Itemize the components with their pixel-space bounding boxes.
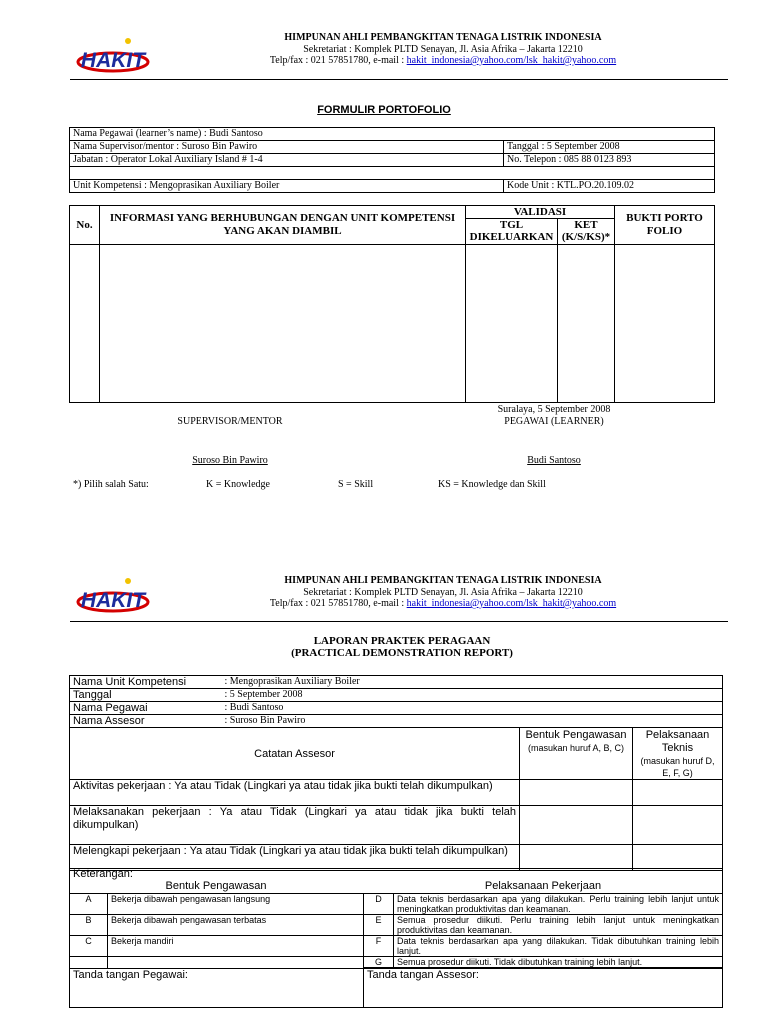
legend-text: Bekerja dibawah pengawasan langsung [108,894,364,915]
bentuk-input[interactable] [520,780,633,806]
pelaksanaan-title: Pelaksanaan Teknis [645,729,710,754]
bentuk-sub: (masukan huruf A, B, C) [527,743,625,753]
detail-value: : 5 September 2008 [222,689,723,702]
empty-cell[interactable] [70,245,100,403]
spacer-row [70,167,715,180]
legend-text: Semua prosedur diikuti. Tidak dibutuhkan training lebih lanjut. [394,957,723,968]
ttd-assesor[interactable]: Tanda tangan Assesor: [364,969,723,1008]
svg-text:HAKIT: HAKIT [80,589,146,612]
pelaksanaan-input[interactable] [633,845,723,871]
col-bukti: BUKTI PORTO FOLIO [615,206,715,245]
pelaksanaan-header [633,728,723,780]
legend-text: Data teknis berdasarkan apa yang dilakukan. Perlu training lebih lanjut untuk meningkatkan produktivitas dan keamanan. [394,894,723,915]
org-secretariat: Sekretariat : Komplek PLTD Senayan, Jl. Asia Afrika – Jakarta 12210 [303,587,583,598]
col-info: INFORMASI YANG BERHUBUNGAN DENGAN UNIT KOMPETENSI YANG AKAN DIAMBIL [100,206,466,245]
detail-label: Nama Unit Kompetensi [70,676,222,689]
legend-letter: B [70,915,108,936]
place-date: Suralaya, 5 September 2008 [497,404,611,415]
bentuk-input[interactable] [520,845,633,871]
supervisor-label: SUPERVISOR/MENTOR [177,416,283,427]
empty-cell[interactable] [615,245,715,403]
detail-value: : Budi Santoso [222,702,723,715]
legend-letter: E [364,915,394,936]
bentuk-header [520,728,633,780]
bentuk-input[interactable] [520,806,633,845]
header-divider [70,621,728,622]
pegawai-name: Budi Santoso [527,455,581,466]
col-ket: KET (K/S/KS)* [558,219,615,245]
catatan-assesor: Catatan Assesor [70,728,520,780]
detail-value: : Mengoprasikan Auxiliary Boiler [222,676,723,689]
legend-letter: C [70,936,108,957]
ket-pelaksanaan-title: Pelaksanaan Pekerjaan [484,880,602,892]
bentuk-title: Bentuk Pengawasan [525,729,627,741]
note-k: K = Knowledge [206,479,270,490]
col-no: No. [70,206,100,245]
svg-text:HAKIT: HAKIT [80,49,146,72]
note-ks: KS = Knowledge dan Skill [438,479,546,490]
legend-text: Semua prosedur diikuti. Perlu training lebih lanjut untuk meningkatkan produktivitas dan keamanan. [394,915,723,936]
legend-letter: D [364,894,394,915]
report-details-table [69,675,723,728]
detail-value: : Suroso Bin Pawiro [222,715,723,728]
hakit-logo [76,576,150,616]
jabatan: Jabatan : Operator Lokal Auxiliary Island # 1-4 [70,154,504,167]
empty-cell[interactable] [100,245,466,403]
detail-label: Nama Pegawai [70,702,222,715]
pegawai-label: PEGAWAI (LEARNER) [504,416,604,427]
detail-label: Nama Assesor [70,715,222,728]
report-title-2: (PRACTICAL DEMONSTRATION REPORT) [291,647,513,659]
col-validasi: VALIDASI [466,206,615,219]
legend-letter: G [364,957,394,968]
legend-table [69,893,723,968]
org-name: HIMPUNAN AHLI PEMBANGKITAN TENAGA LISTRIK INDONESIA [284,575,602,586]
pelaksanaan-input[interactable] [633,780,723,806]
legend-letter: F [364,936,394,957]
melaksanakan-row: Melaksanakan pekerjaan : Ya atau Tidak (Lingkari ya atau tidak jika bukti telah dikumpulkan) [70,806,520,845]
signature-table [69,968,723,1008]
org-secretariat: Sekretariat : Komplek PLTD Senayan, Jl. Asia Afrika – Jakarta 12210 [303,44,583,55]
legend-text: Data teknis berdasarkan apa yang dilakukan. Tidak dibutuhkan training lebih lanjut. [394,936,723,957]
hakit-logo [76,36,150,76]
header-divider [70,79,728,80]
note-prefix: *) Pilih salah Satu: [73,479,149,490]
pelaksanaan-input[interactable] [633,806,723,845]
ttd-pegawai[interactable]: Tanda tangan Pegawai: [70,969,364,1008]
aktivitas-row: Aktivitas pekerjaan : Ya atau Tidak (Lingkari ya atau tidak jika bukti telah dikumpulkan) [70,780,520,806]
ket-bentuk-title: Bentuk Pengawasan [165,880,267,892]
legend-text: Bekerja mandiri [108,936,364,957]
supervisor-name: Suroso Bin Pawiro [192,455,268,466]
col-tgl: TGL DIKELUARKAN [466,219,558,245]
legend-letter: A [70,894,108,915]
telepon: No. Telepon : 085 88 0123 893 [504,154,715,167]
empty-cell[interactable] [558,245,615,403]
assessment-table [69,727,723,871]
unit-kompetensi: Unit Kompetensi : Mengoprasikan Auxiliary Boiler [70,180,504,193]
contact-prefix: Telp/fax : 021 57851780, e-mail : [269,598,407,609]
empty-cell[interactable] [466,245,558,403]
nama-supervisor: Nama Supervisor/mentor : Suroso Bin Pawiro [70,141,504,154]
nama-pegawai: Nama Pegawai (learner’s name) : Budi Santoso [70,128,715,141]
portfolio-info-table [69,127,715,193]
tanggal: Tanggal : 5 September 2008 [504,141,715,154]
melengkapi-row: Melengkapi pekerjaan : Ya atau Tidak (Lingkari ya atau tidak jika bukti telah dikumpulkan) [70,845,520,871]
org-contact [200,598,686,609]
org-name: HIMPUNAN AHLI PEMBANGKITAN TENAGA LISTRIK INDONESIA [284,32,602,43]
keterangan-label: Keterangan: [73,868,133,880]
portfolio-main-table [69,205,715,403]
portfolio-title: FORMULIR PORTOFOLIO [317,104,451,116]
pelaksanaan-sub: (masukan huruf D, E, F, G) [640,756,715,778]
email-link[interactable]: hakit_indonesia@yahoo.com/lsk_hakit@yahoo.com [406,598,617,609]
legend-letter [70,957,108,968]
email-link[interactable]: hakit_indonesia@yahoo.com/lsk_hakit@yahoo.com [406,55,617,66]
contact-prefix: Telp/fax : 021 57851780, e-mail : [269,55,407,66]
report-title-1: LAPORAN PRAKTEK PERAGAAN [313,635,491,647]
org-contact [200,55,686,66]
kode-unit: Kode Unit : KTL.PO.20.109.02 [504,180,715,193]
legend-text [108,957,364,968]
detail-label: Tanggal [70,689,222,702]
legend-text: Bekerja dibawah pengawasan terbatas [108,915,364,936]
note-s: S = Skill [338,479,374,490]
